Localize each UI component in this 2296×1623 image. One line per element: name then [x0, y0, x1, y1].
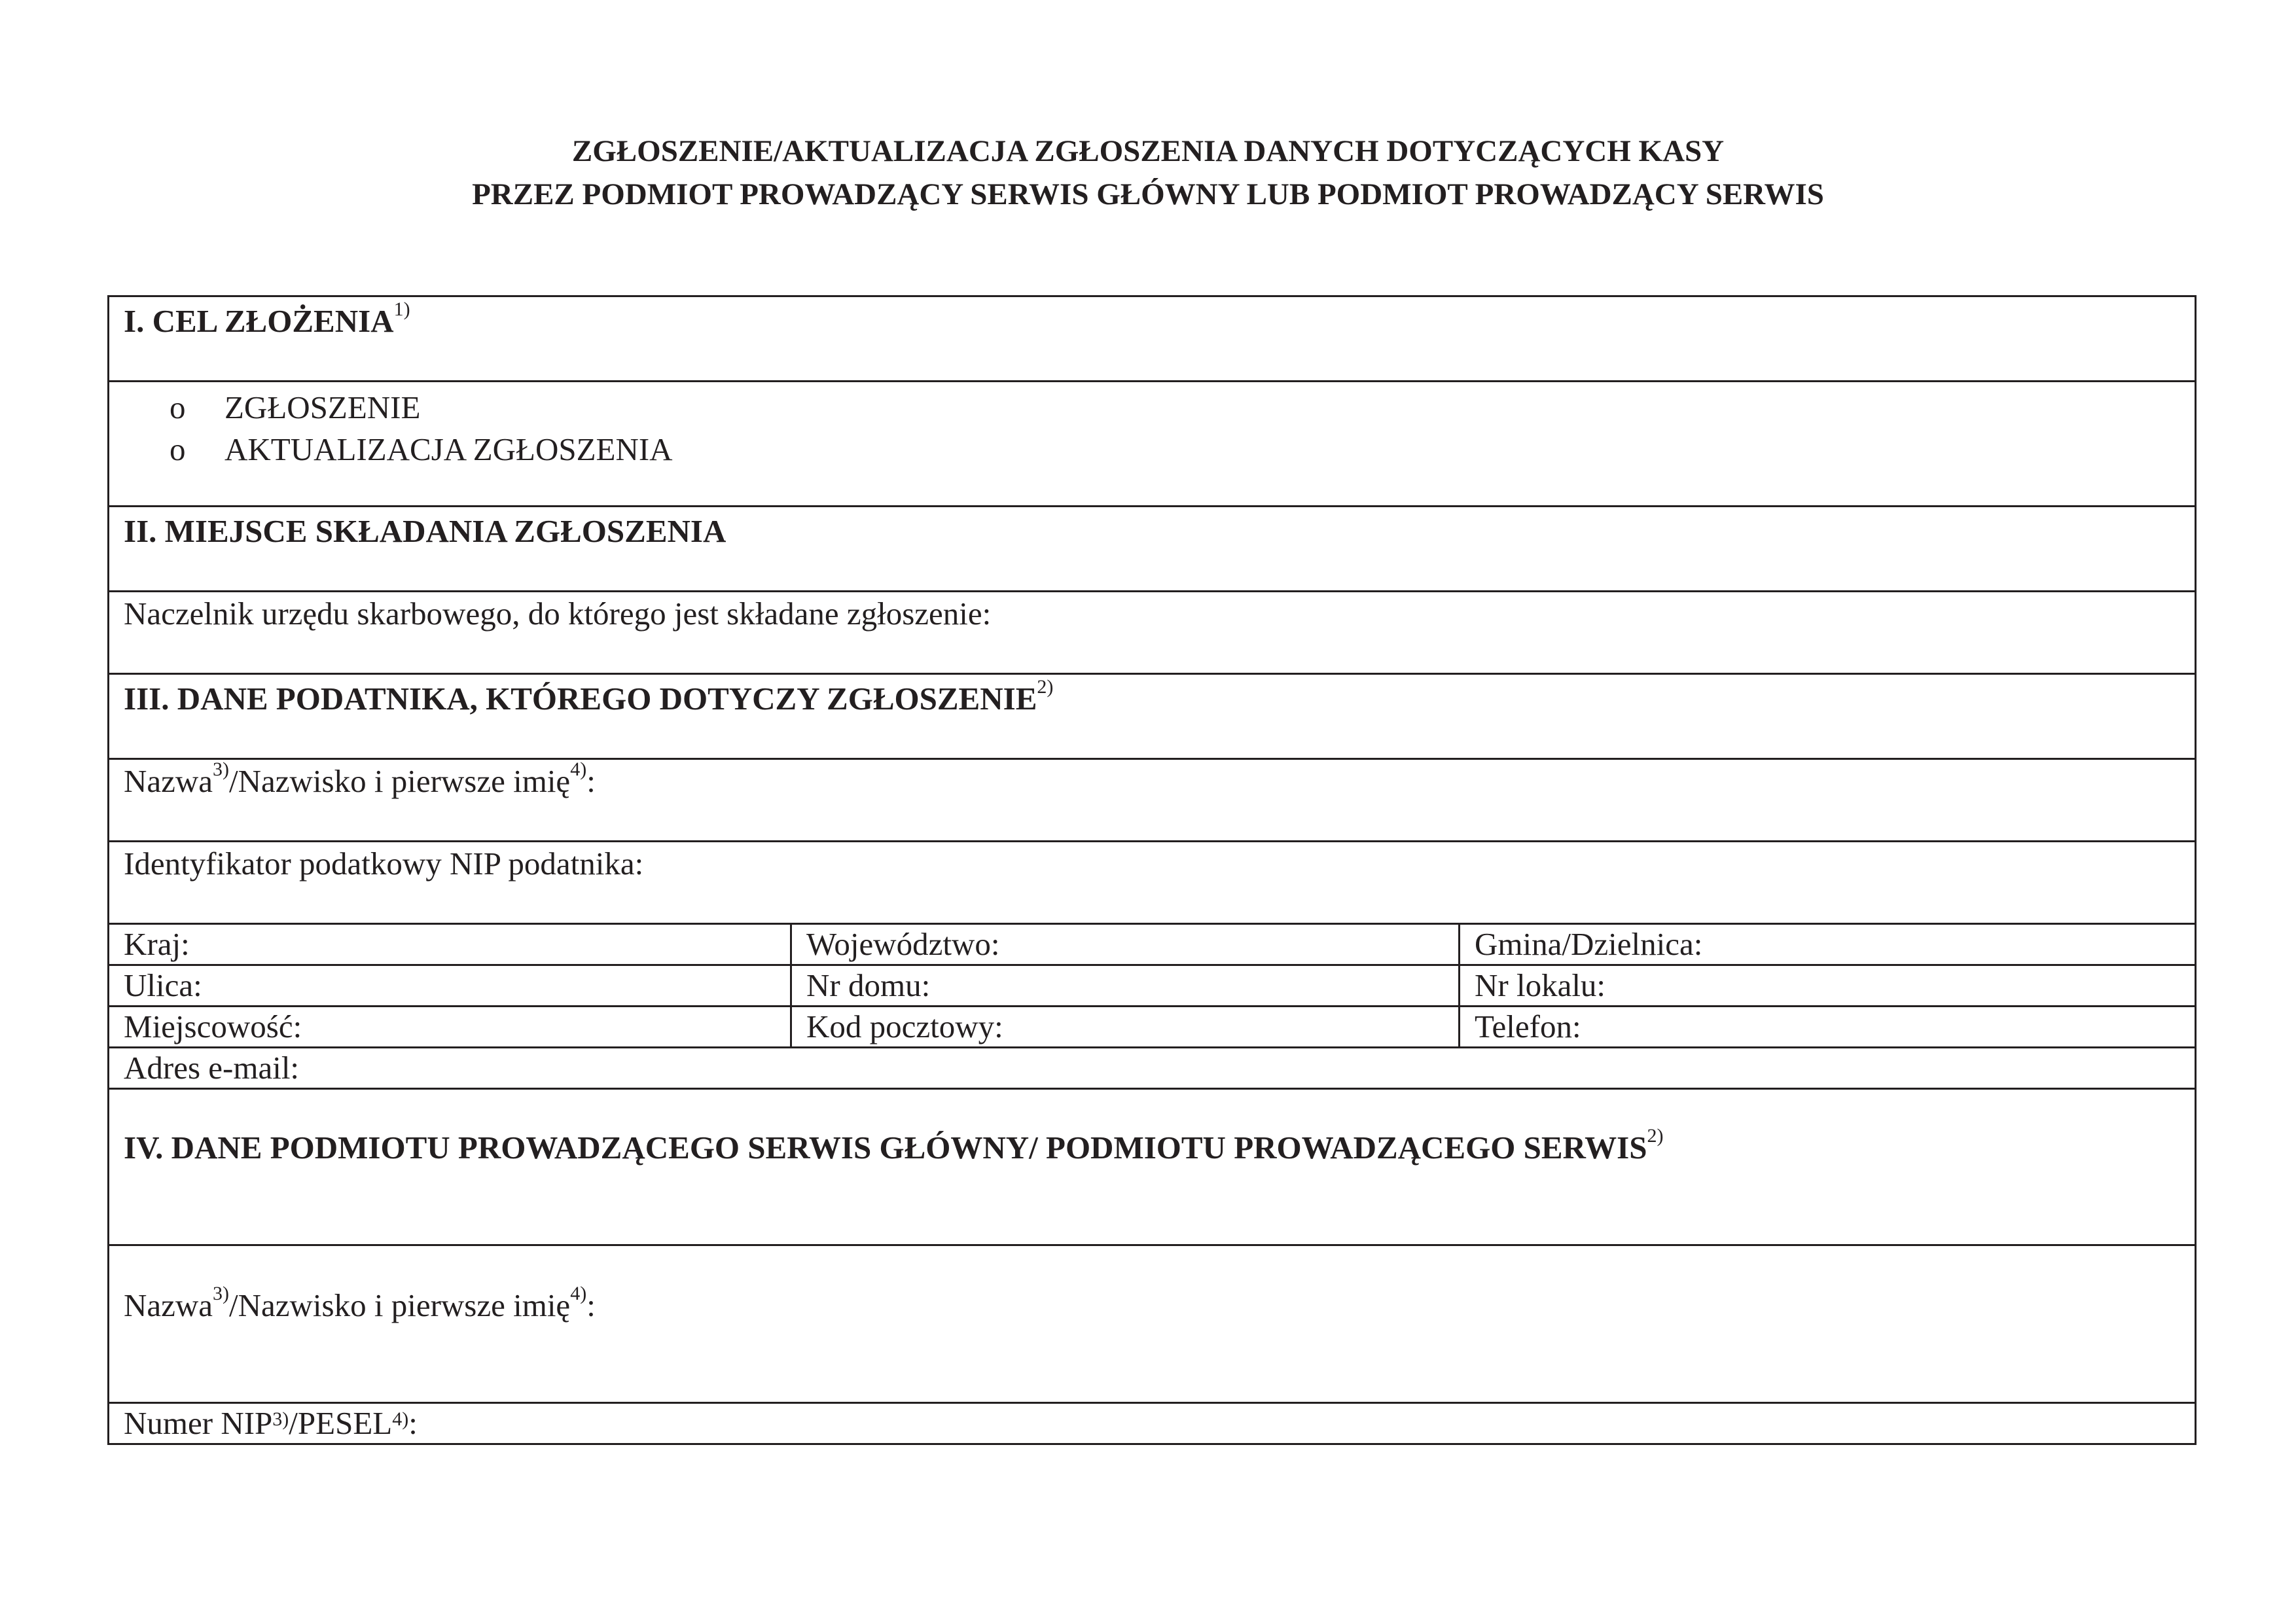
service-nip-pesel-field[interactable] [109, 1403, 2196, 1444]
option-radio-icon[interactable]: o [170, 431, 186, 467]
option-label: AKTUALIZACJA ZGŁOSZENIA [224, 431, 673, 467]
nip-label-part-3: : [408, 1405, 418, 1441]
email-row [109, 1048, 2196, 1089]
option-radio-icon[interactable]: o [170, 389, 186, 425]
voivodeship-field[interactable]: Województwo: [791, 924, 1460, 965]
name-label-part-2: /Nazwisko i pierwsze imię [229, 1287, 571, 1323]
section-2-header [109, 507, 2196, 592]
nip-label-part-2: /PESEL [289, 1405, 393, 1441]
name-label-part-1: Nazwa [124, 763, 213, 799]
name-label-part-2: /Nazwisko i pierwsze imię [229, 763, 571, 799]
option-zgloszenie[interactable] [170, 386, 2195, 428]
section-4-title: IV. DANE PODMIOTU PROWADZĄCEGO SERWIS GŁÓWNY/ PODMIOTU PROWADZĄCEGO SERWIS [124, 1130, 1647, 1166]
service-nip-row [109, 1403, 2196, 1444]
tax-office-field[interactable]: Naczelnik urzędu skarbowego, do którego jest składane zgłoszenie: [109, 592, 2196, 674]
tax-office-row [109, 592, 2196, 674]
service-name-row [109, 1245, 2196, 1403]
section-3-footnote: 2) [1037, 676, 1054, 698]
footnote-ref: 4) [570, 758, 587, 780]
taxpayer-name-field[interactable] [109, 759, 2196, 842]
service-name-field[interactable] [109, 1245, 2196, 1403]
title-line-1: ZGŁOSZENIE/AKTUALIZACJA ZGŁOSZENIA DANYCH DOTYCZĄCYCH KASY [571, 134, 1725, 168]
footnote-ref: 3) [272, 1408, 289, 1430]
address-row-1 [109, 924, 2196, 965]
section-4-footnote: 2) [1647, 1125, 1664, 1147]
city-field[interactable]: Miejscowość: [109, 1007, 791, 1048]
document-title [0, 130, 2296, 216]
footnote-ref: 4) [570, 1283, 587, 1304]
flat-number-field[interactable]: Nr lokalu: [1460, 965, 2196, 1007]
street-field[interactable]: Ulica: [109, 965, 791, 1007]
taxpayer-name-row [109, 759, 2196, 842]
option-aktualizacja[interactable] [170, 428, 2195, 470]
address-row-2 [109, 965, 2196, 1007]
name-label-part-3: : [586, 763, 596, 799]
name-label-part-1: Nazwa [124, 1287, 213, 1323]
taxpayer-nip-field[interactable]: Identyfikator podatkowy NIP podatnika: [109, 842, 2196, 924]
footnote-ref: 3) [213, 1283, 230, 1304]
house-number-field[interactable]: Nr domu: [791, 965, 1460, 1007]
section-1-footnote: 1) [393, 298, 410, 320]
section-4-title-cell [109, 1089, 2196, 1245]
address-row-3 [109, 1007, 2196, 1048]
section-3-header [109, 674, 2196, 759]
footnote-ref: 3) [213, 758, 230, 780]
section-3-title: III. DANE PODATNIKA, KTÓREGO DOTYCZY ZGŁOSZENIE [124, 681, 1037, 717]
purpose-options [109, 382, 2196, 507]
section-4-header [109, 1089, 2196, 1245]
country-field[interactable]: Kraj: [109, 924, 791, 965]
phone-field[interactable]: Telefon: [1460, 1007, 2196, 1048]
name-label-part-3: : [586, 1287, 596, 1323]
email-field[interactable]: Adres e-mail: [109, 1048, 2196, 1089]
postal-code-field[interactable]: Kod pocztowy: [791, 1007, 1460, 1048]
section-3-title-cell [109, 674, 2196, 759]
section-2-title: II. MIEJSCE SKŁADANIA ZGŁOSZENIA [109, 507, 2196, 592]
commune-field[interactable]: Gmina/Dzielnica: [1460, 924, 2196, 965]
purpose-options-cell [109, 382, 2196, 507]
title-line-2: PRZEZ PODMIOT PROWADZĄCY SERWIS GŁÓWNY LUB PODMIOT PROWADZĄCY SERWIS [472, 177, 1824, 211]
section-1-header [109, 296, 2196, 382]
nip-label-part-1: Numer NIP [124, 1405, 273, 1441]
declaration-form [107, 295, 2197, 1445]
section-1-title-cell [109, 296, 2196, 382]
footnote-ref: 4) [392, 1408, 409, 1430]
section-1-title: I. CEL ZŁOŻENIA [124, 303, 394, 339]
option-label: ZGŁOSZENIE [224, 389, 421, 425]
taxpayer-nip-row [109, 842, 2196, 924]
